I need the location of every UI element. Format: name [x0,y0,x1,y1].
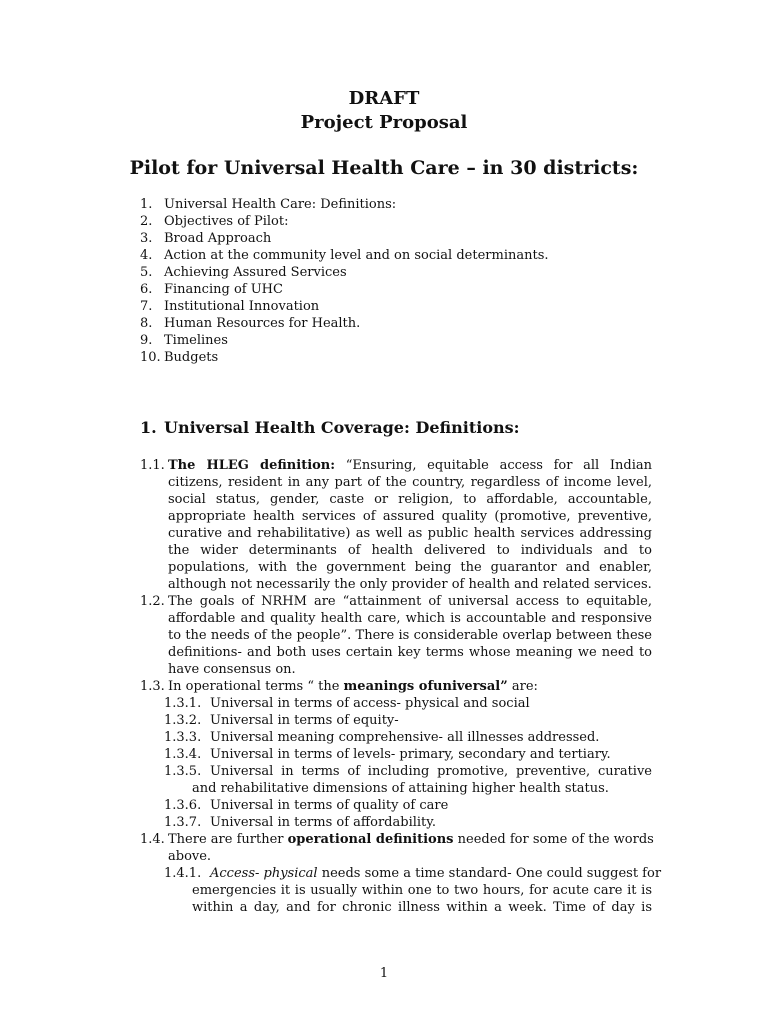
list-item: 1.3.4. Universal in terms of levels- primary, secondary and tertiary. [164,747,611,762]
list-item-continuation: and rehabilitative dimensions of attaining higher health status. [192,781,609,796]
document-subtitle: Pilot for Universal Health Care – in 30 districts: [129,157,639,179]
list-item: 1.3.2. Universal in terms of equity- [164,713,399,728]
page-number: 1 [379,966,389,981]
toc-item: 9. Timelines [140,333,228,348]
toc-item: 8. Human Resources for Health. [140,316,361,331]
toc-item: 7. Institutional Innovation [140,299,320,314]
paragraph-1-2: 1.2. The goals of NRHM are “attainment of universal access to equitable, affordable and quality health care, which is accountable and responsive to the needs of the people”. There is considerable overlap between these definitions- and both uses certain key terms whose meaning we need to have consensus on. [140,594,652,677]
toc-item: 5. Achieving Assured Services [140,265,347,280]
draft-label: DRAFT [348,88,420,109]
paragraph-1-1: 1.1. The HLEG definition: “Ensuring, equitable access for all Indian citizens, resident in any part of the country, regardless of income level, social status, gender, caste or religion, to affordable, accountable, appropriate health services of assured quality (promotive, preventive, curative and rehabilitative) as well as public health services addressing the wider determinants of health delivered to individuals and to populations, with the government being the guarantor and enabler, although not necessarily the only provider of health and related services. [140,458,652,592]
list-item: 1.3.7. Universal in terms of affordability. [164,815,437,830]
list-item: 1.3.5. Universal in terms of including promotive, preventive, curative [164,764,652,779]
section-heading: 1. Universal Health Coverage: Definitions: [140,418,520,437]
toc-item: 10. Budgets [140,350,219,365]
paragraph-1-4-1: 1.4.1. Access- physical needs some a time standard- One could suggest for emergencies it is usually within one to two hours, for acute care it is within a day, and for chronic illness within a week. Time of day is [164,866,662,915]
toc-item: 1. Universal Health Care: Definitions: [140,197,397,212]
list-item: 1.3.6. Universal in terms of quality of care [164,798,449,813]
paragraph-1-3: 1.3. In operational terms “ the meanings ofuniversal” are: [140,679,538,694]
meanings-list [164,695,652,831]
toc-item: 3. Broad Approach [140,231,272,246]
toc-item: 4. Action at the community level and on social determinants. [140,248,549,263]
toc-item: 6. Financing of UHC [140,282,283,297]
toc-item: 2. Objectives of Pilot: [140,214,289,229]
table-of-contents [140,196,549,366]
paragraph-1-4: 1.4. There are further operational definitions needed for some of the words above. [140,832,654,864]
list-item: 1.3.3. Universal meaning comprehensive- all illnesses addressed. [164,730,600,745]
document-title: Project Proposal [300,112,468,133]
list-item: 1.3.1. Universal in terms of access- physical and social [164,696,530,711]
